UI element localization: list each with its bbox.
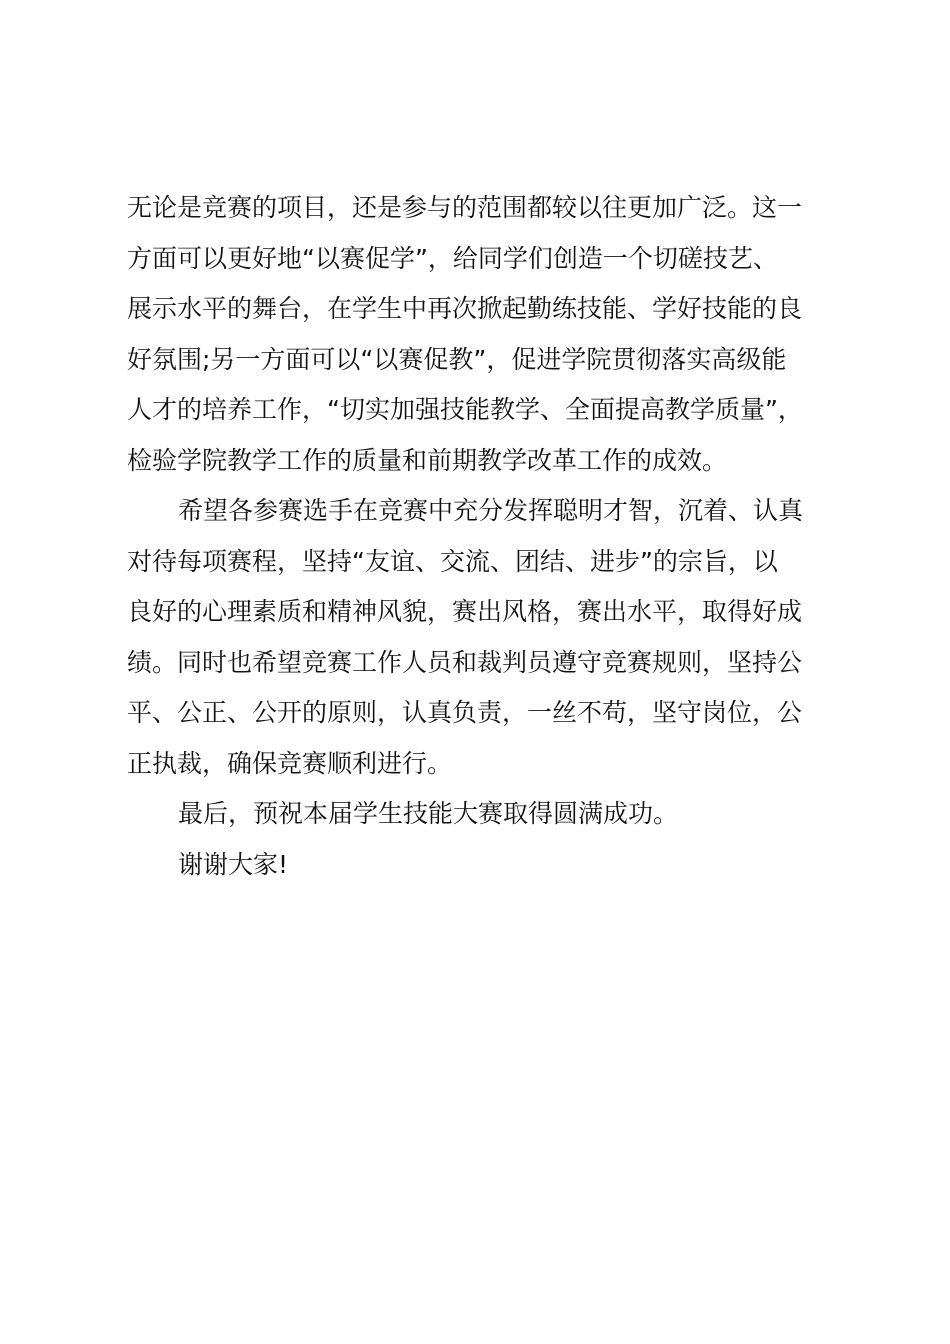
text-line: 无论是竞赛的项目，还是参与的范围都较以往更加广泛。这一 <box>127 193 803 222</box>
text-line: 平、公正、公开的原则，认真负责，一丝不苟，坚守岗位，公 <box>127 698 803 727</box>
text-line: 好氛围;另一方面可以“以赛促教”，促进学院贯彻落实高级能 <box>127 344 787 374</box>
document-body <box>127 183 827 890</box>
text-line: 正执裁，确保竞赛顺利进行。 <box>127 748 453 778</box>
text-line: 对待每项赛程，坚持“友谊、交流、团结、进步”的宗旨，以 <box>127 546 778 576</box>
closing-line: 谢谢大家! <box>178 849 289 879</box>
paragraph-start-line: 希望各参赛选手在竞赛中充分发挥聪明才智，沉着、认真 <box>178 496 804 525</box>
text-line: 方面可以更好地“以赛促学”，给同学们创造一个切磋技艺、 <box>127 243 778 273</box>
text-line: 人才的培养工作，“切实加强技能教学、全面提高教学质量”， <box>127 395 803 424</box>
text-line: 展示水平的舞台，在学生中再次掀起勤练技能、学好技能的良 <box>127 294 803 323</box>
text-line: 良好的心理素质和精神风貌，赛出风格，赛出水平，取得好成 <box>127 597 803 626</box>
text-line: 检验学院教学工作的质量和前期教学改革工作的成效。 <box>127 445 728 475</box>
paragraph-start-line: 最后，预祝本届学生技能大赛取得圆满成功。 <box>178 799 679 828</box>
text-line: 绩。同时也希望竞赛工作人员和裁判员遵守竞赛规则，坚持公 <box>127 647 803 677</box>
